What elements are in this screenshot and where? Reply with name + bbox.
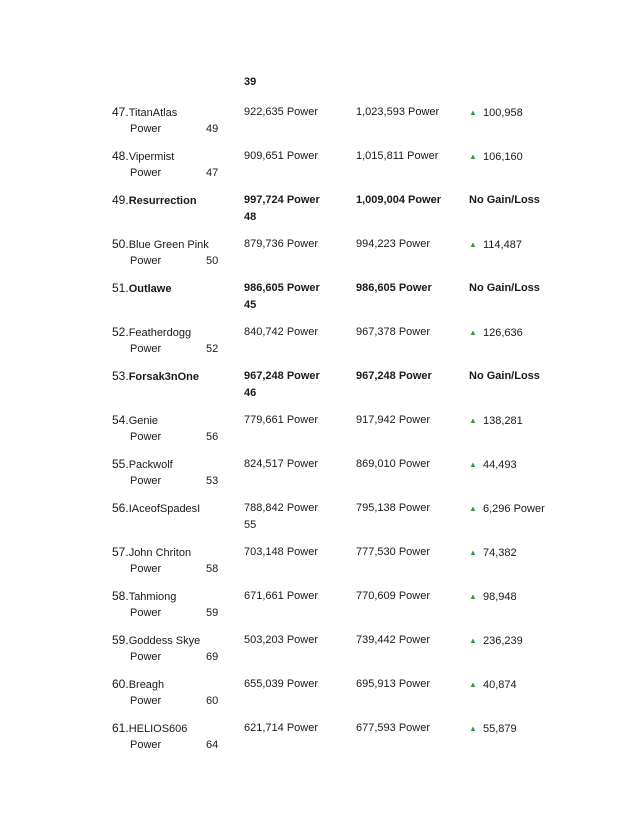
current-power: 869,010 Power [356,458,430,470]
current-power: 994,223 Power [356,238,430,250]
player-cell [112,632,200,650]
up-arrow-icon: ▲ [469,152,477,161]
rank-number: 55. [112,457,129,471]
change-value: 106,160 [483,151,523,163]
player-name: Outlawe [128,283,172,295]
power-change [469,544,517,562]
up-arrow-icon: ▲ [469,680,477,689]
player-cell [112,720,187,738]
power-label: Power [130,167,162,179]
rank-number: 58. [112,589,129,603]
previous-power: 922,635 Power [244,106,318,118]
current-power: 967,378 Power [356,326,430,338]
power-label: Power [130,695,162,707]
rank-number: 54. [112,413,129,427]
power-change [469,632,523,650]
power-label: Power [130,343,162,355]
change-value: No Gain/Loss [469,194,540,206]
player-cell [112,104,177,122]
previous-power: 621,714 Power [244,722,318,734]
power-label: Power [130,739,162,751]
previous-rank: 53 [206,475,219,487]
change-value: 98,948 [483,591,517,603]
current-power: 695,913 Power [356,678,430,690]
rank-number: 61. [112,721,129,735]
power-label: Power [130,651,162,663]
previous-rank: 47 [206,167,219,179]
rank-number: 56. [112,501,129,515]
previous-rank: 69 [206,651,219,663]
up-arrow-icon: ▲ [469,724,477,733]
player-cell [112,280,171,298]
power-change [469,324,523,342]
player-name: HELIOS606 [128,723,188,735]
rank-number: 50. [112,237,129,251]
up-arrow-icon: ▲ [469,108,477,117]
power-change [469,720,517,738]
power-change [469,148,523,166]
power-change [469,500,545,518]
previous-rank: 52 [206,343,219,355]
power-label: Power [130,123,162,135]
change-value: 138,281 [483,415,523,427]
power-change [469,676,517,694]
table-row [0,368,638,412]
previous-rank-carryover: 39 [244,76,257,88]
change-value: 40,874 [483,679,517,691]
current-power: 770,609 Power [356,590,430,602]
change-value: 44,493 [483,459,517,471]
power-change [469,104,523,122]
change-value: 6,296 Power [483,503,545,515]
player-name: Genie [128,415,159,427]
previous-rank: 46 [244,387,257,399]
player-name: John Chriton [128,547,192,559]
previous-power: 503,203 Power [244,634,318,646]
current-power: 795,138 Power [356,502,430,514]
power-change [469,588,517,606]
table-row [0,412,638,456]
table-row [0,720,638,764]
rank-number: 53. [112,369,129,383]
rank-number: 57. [112,545,129,559]
previous-power: 824,517 Power [244,458,318,470]
previous-rank: 45 [244,299,257,311]
previous-power: 879,736 Power [244,238,318,250]
up-arrow-icon: ▲ [469,592,477,601]
change-value: 114,487 [483,239,522,251]
rank-number: 47. [112,105,129,119]
previous-rank: 50 [206,255,219,267]
power-change [469,192,540,209]
current-power: 967,248 Power [356,370,432,382]
table-row [0,588,638,632]
player-cell [112,500,200,518]
previous-power: 671,661 Power [244,590,318,602]
player-cell [112,148,174,166]
rank-number: 52. [112,325,129,339]
table-row [0,500,638,544]
power-label: Power [130,431,162,443]
table-row [0,148,638,192]
previous-rank: 60 [206,695,219,707]
power-label: Power [130,607,162,619]
player-name: Breagh [128,679,165,691]
change-value: 100,958 [483,107,523,119]
previous-rank: 48 [244,211,257,223]
current-power: 777,530 Power [356,546,430,558]
table-row [0,104,638,148]
player-cell [112,368,199,386]
player-name: Forsak3nOne [128,371,199,383]
change-value: No Gain/Loss [469,282,540,294]
previous-rank: 64 [206,739,219,751]
player-name: Resurrection [128,195,197,207]
previous-power: 788,842 Power [244,502,318,514]
power-change [469,280,540,297]
change-value: 55,879 [483,723,517,735]
player-cell [112,324,191,342]
player-name: Goddess Skye [128,635,201,647]
rank-number: 51. [112,281,129,295]
change-value: 74,382 [483,547,517,559]
rank-number: 60. [112,677,129,691]
up-arrow-icon: ▲ [469,460,477,469]
current-power: 917,942 Power [356,414,430,426]
up-arrow-icon: ▲ [469,504,477,513]
change-value: 236,239 [483,635,523,647]
previous-power: 967,248 Power [244,370,320,382]
player-cell [112,544,191,562]
power-change [469,456,517,474]
previous-rank: 56 [206,431,219,443]
power-change [469,368,540,385]
previous-power: 840,742 Power [244,326,318,338]
current-power: 986,605 Power [356,282,432,294]
previous-power: 779,661 Power [244,414,318,426]
power-label: Power [130,255,162,267]
current-power: 1,023,593 Power [356,106,440,118]
player-cell [112,236,209,254]
previous-power: 909,651 Power [244,150,318,162]
up-arrow-icon: ▲ [469,636,477,645]
player-cell [112,192,197,210]
previous-rank: 49 [206,123,219,135]
player-name: IAceofSpadesI [128,503,201,515]
table-row [0,236,638,280]
rank-number: 59. [112,633,129,647]
table-row [0,676,638,720]
table-row [0,632,638,676]
table-row [0,280,638,324]
player-cell [112,588,176,606]
power-change [469,412,523,430]
player-cell [112,412,158,430]
current-power: 1,009,004 Power [356,194,442,206]
change-value: 126,636 [483,327,523,339]
previous-rank: 58 [206,563,219,575]
up-arrow-icon: ▲ [469,240,477,249]
rank-number: 49. [112,193,129,207]
previous-rank: 59 [206,607,219,619]
previous-power: 997,724 Power [244,194,320,206]
power-label: Power [130,475,162,487]
current-power: 739,442 Power [356,634,430,646]
previous-rank: 55 [244,519,257,531]
player-name: Vipermist [128,151,175,163]
player-name: Blue Green Pink [128,239,209,251]
table-row [0,192,638,236]
player-name: Featherdogg [128,327,192,339]
table-row [0,544,638,588]
current-power: 1,015,811 Power [356,150,439,162]
player-cell [112,456,173,474]
player-name: Tahmiong [128,591,177,603]
player-cell [112,676,164,694]
table-row [0,456,638,500]
power-change [469,236,522,254]
power-label: Power [130,563,162,575]
previous-power: 986,605 Power [244,282,320,294]
previous-power: 655,039 Power [244,678,318,690]
table-row [0,324,638,368]
player-name: Packwolf [128,459,173,471]
player-name: TitanAtlas [128,107,178,119]
current-power: 677,593 Power [356,722,430,734]
up-arrow-icon: ▲ [469,416,477,425]
rank-number: 48. [112,149,129,163]
up-arrow-icon: ▲ [469,328,477,337]
up-arrow-icon: ▲ [469,548,477,557]
change-value: No Gain/Loss [469,370,540,382]
previous-power: 703,148 Power [244,546,318,558]
